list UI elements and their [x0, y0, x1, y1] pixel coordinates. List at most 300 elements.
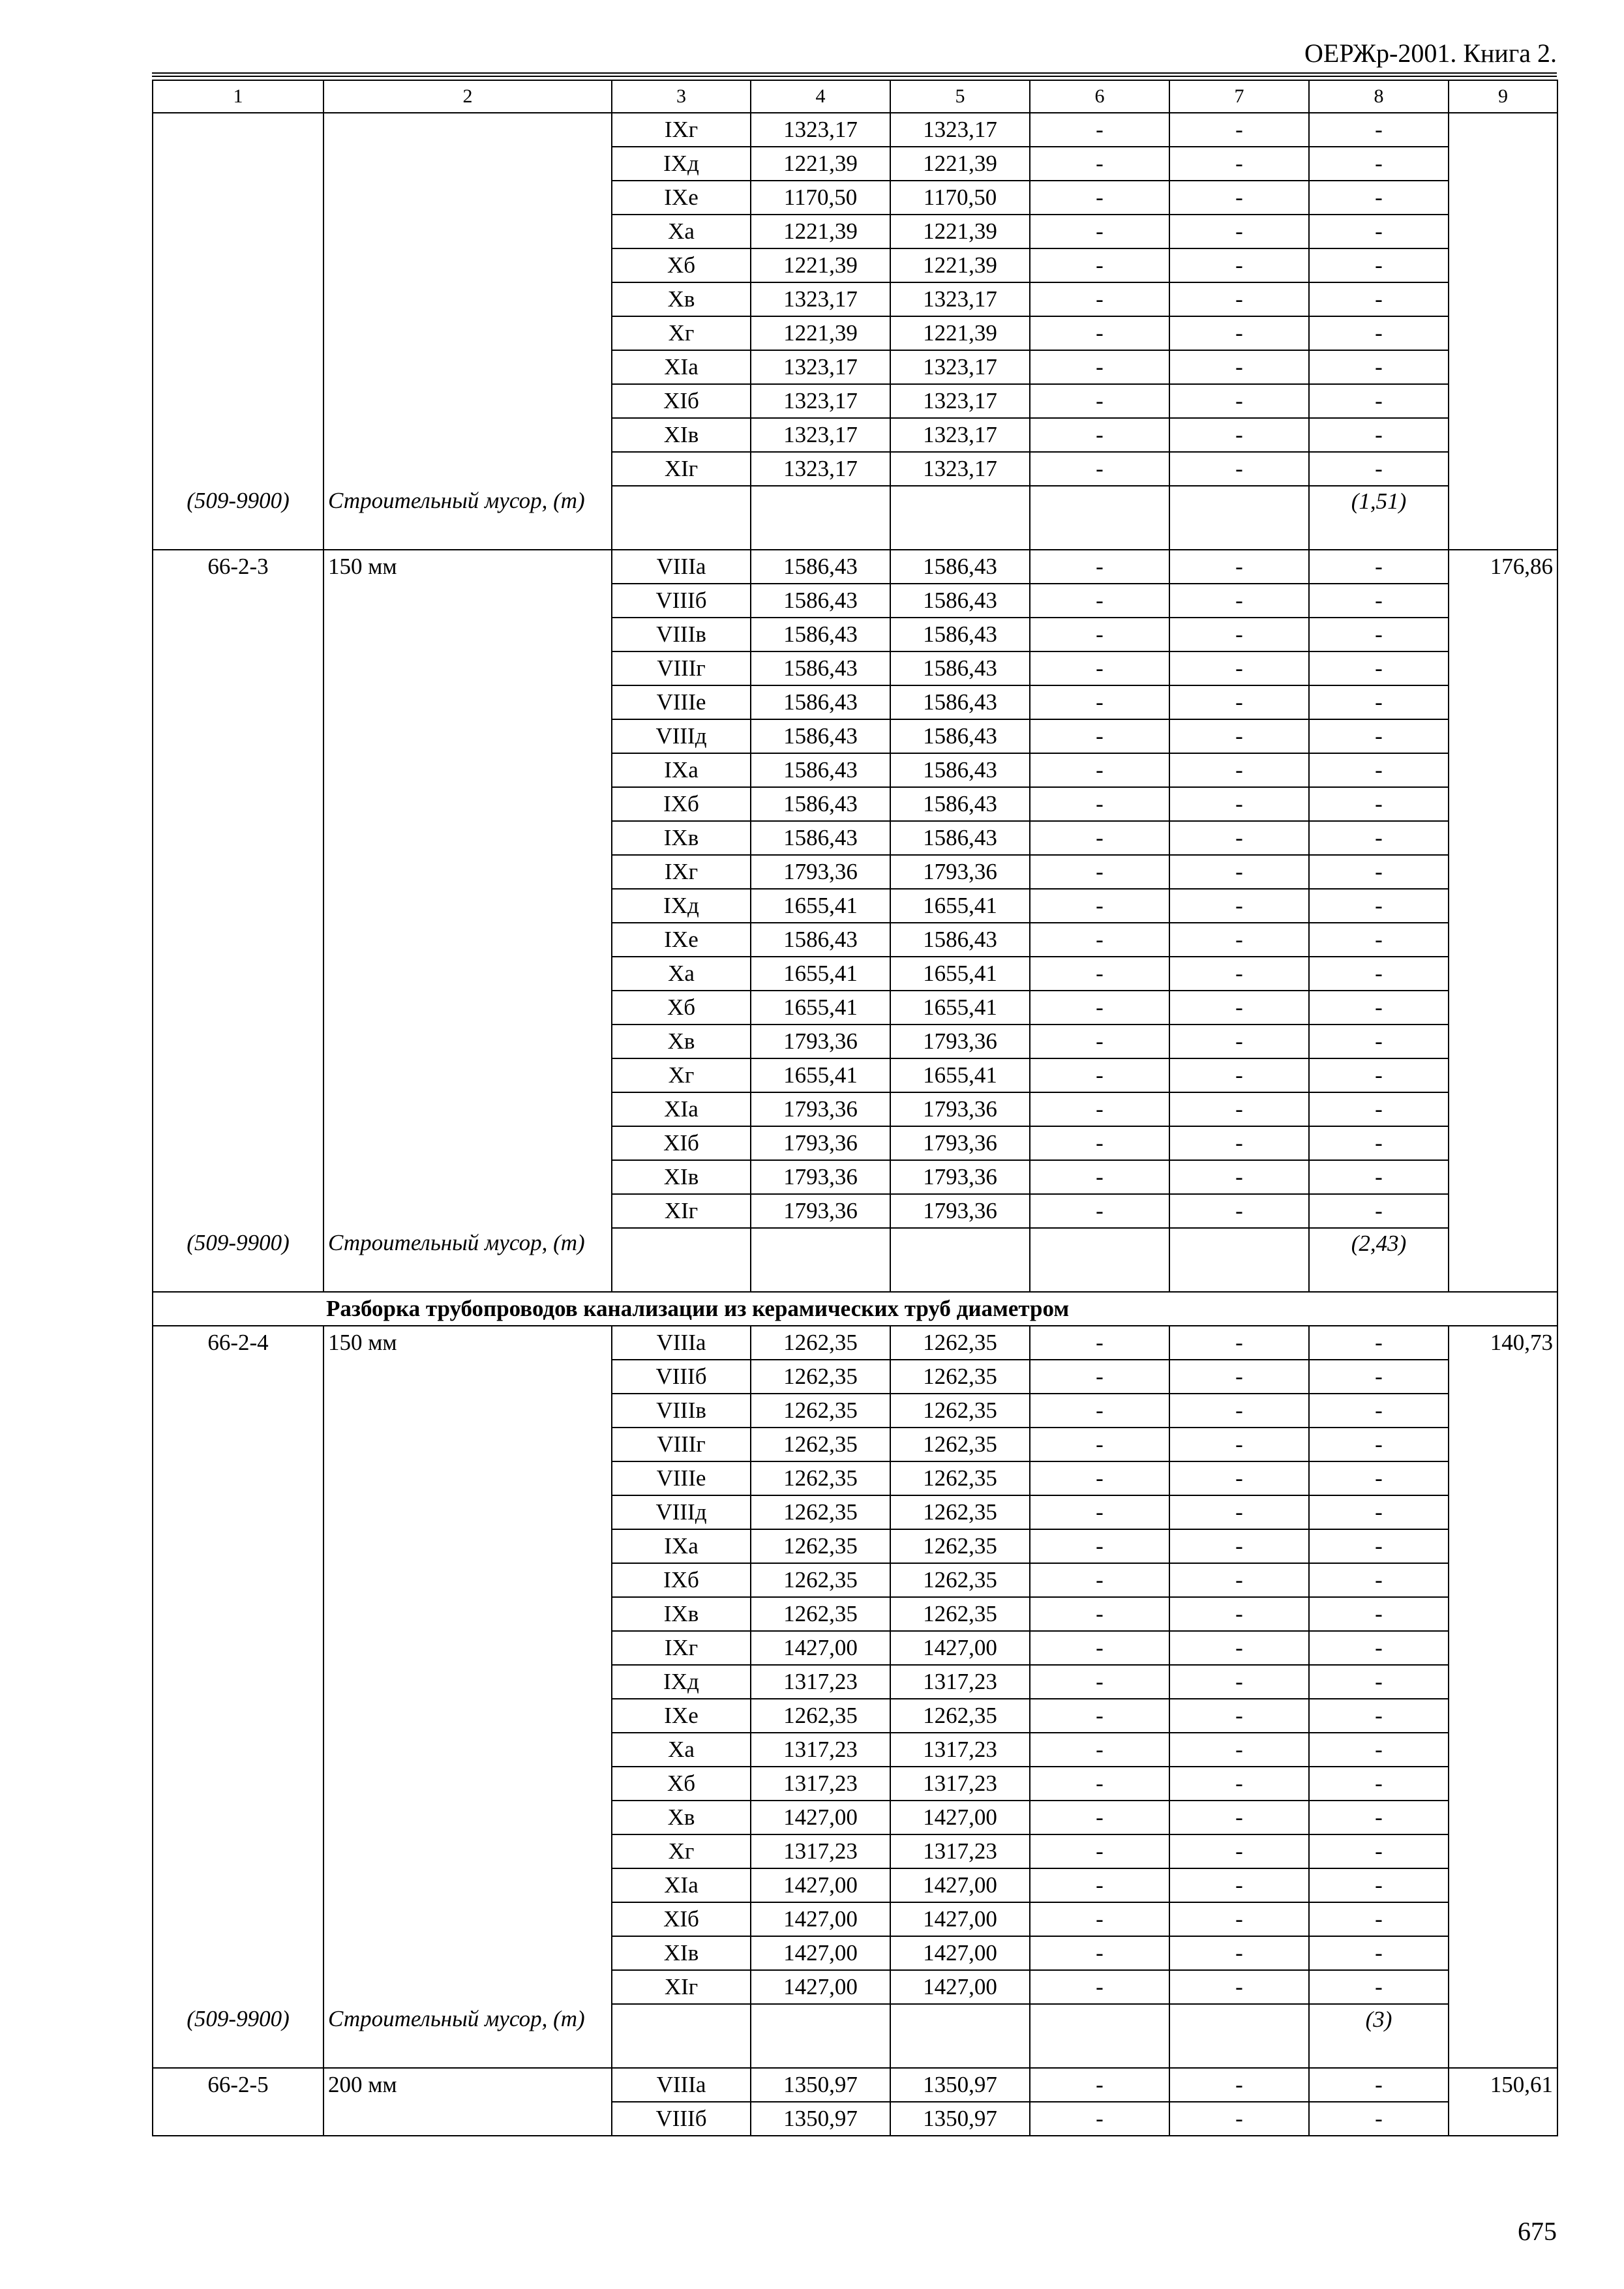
table-row	[153, 350, 1557, 384]
table-row	[153, 1160, 1557, 1194]
value-cell: -	[1030, 1563, 1169, 1597]
value-cell: 1427,00	[890, 1902, 1030, 1936]
value-cell: 1586,43	[751, 584, 890, 618]
value-cell: 1655,41	[890, 1058, 1030, 1092]
zone-cell: VIIIв	[612, 1394, 751, 1428]
value-cell: 1427,00	[890, 1868, 1030, 1902]
work-name-cell	[323, 452, 612, 486]
table-row	[153, 418, 1557, 452]
value-cell: 1586,43	[890, 821, 1030, 855]
work-name-cell	[323, 923, 612, 957]
total-cell	[1449, 418, 1557, 452]
value-cell: 1586,43	[890, 753, 1030, 787]
value-cell: 1221,39	[890, 215, 1030, 248]
value-cell: -	[1309, 1428, 1449, 1461]
total-cell	[1449, 215, 1557, 248]
table-row	[153, 753, 1557, 787]
norm-code-cell	[153, 1428, 323, 1461]
value-cell: 1262,35	[890, 1529, 1030, 1563]
norm-code-cell	[153, 282, 323, 316]
value-cell: -	[1030, 1529, 1169, 1563]
value-cell: 1586,43	[751, 719, 890, 753]
value-cell: -	[1309, 1326, 1449, 1360]
table-row	[153, 685, 1557, 719]
value-cell: -	[1030, 1767, 1169, 1801]
table-row	[153, 1394, 1557, 1428]
value-cell: -	[1169, 584, 1309, 618]
value-cell: -	[1030, 889, 1169, 923]
norm-code-cell	[153, 1025, 323, 1058]
total-cell	[1449, 1597, 1557, 1631]
column-number-cell: 6	[1030, 80, 1169, 113]
zone-cell: VIIIа	[612, 2068, 751, 2102]
value-cell: -	[1309, 2068, 1449, 2102]
total-cell	[1449, 316, 1557, 350]
norm-code-cell: 66-2-4	[153, 1326, 323, 1360]
value-cell: 1427,00	[751, 1936, 890, 1970]
total-cell	[1449, 1665, 1557, 1699]
total-cell	[1449, 1834, 1557, 1868]
value-cell: 1317,23	[890, 1834, 1030, 1868]
total-cell	[1449, 1160, 1557, 1194]
total-cell	[1449, 1529, 1557, 1563]
empty-cell	[751, 2004, 890, 2068]
value-cell: -	[1030, 1970, 1169, 2004]
total-cell	[1449, 1563, 1557, 1597]
value-cell: 1427,00	[890, 1631, 1030, 1665]
value-cell: -	[1030, 618, 1169, 651]
total-cell	[1449, 1970, 1557, 2004]
total-cell	[1449, 1461, 1557, 1495]
work-name-cell	[323, 147, 612, 181]
value-cell: 1170,50	[890, 181, 1030, 215]
value-cell: -	[1030, 1428, 1169, 1461]
empty-cell	[1030, 2004, 1169, 2068]
column-number-cell: 2	[323, 80, 612, 113]
zone-cell: XIг	[612, 452, 751, 486]
norm-code-cell	[153, 753, 323, 787]
value-cell: -	[1030, 1360, 1169, 1394]
waste-name-cell: Строительный мусор, (т)	[323, 2004, 612, 2068]
value-cell: -	[1309, 1597, 1449, 1631]
value-cell: -	[1030, 2068, 1169, 2102]
value-cell: -	[1169, 1126, 1309, 1160]
value-cell: 1586,43	[890, 550, 1030, 584]
value-cell: -	[1169, 1394, 1309, 1428]
total-cell	[1449, 787, 1557, 821]
norm-code-cell	[153, 1868, 323, 1902]
work-name-cell	[323, 1428, 612, 1461]
work-name-cell	[323, 1801, 612, 1834]
value-cell: 1586,43	[751, 787, 890, 821]
zone-cell: XIв	[612, 1936, 751, 1970]
value-cell: 1262,35	[890, 1699, 1030, 1733]
value-cell: -	[1030, 550, 1169, 584]
work-name-cell	[323, 1461, 612, 1495]
value-cell: -	[1169, 991, 1309, 1025]
value-cell: 1262,35	[890, 1597, 1030, 1631]
work-name-cell	[323, 1495, 612, 1529]
value-cell: -	[1309, 991, 1449, 1025]
zone-cell: IXг	[612, 113, 751, 147]
total-cell	[1449, 1733, 1557, 1767]
work-name-cell	[323, 855, 612, 889]
value-cell: -	[1309, 685, 1449, 719]
value-cell: -	[1169, 719, 1309, 753]
value-cell: -	[1309, 1394, 1449, 1428]
work-name-cell	[323, 113, 612, 147]
empty-cell	[751, 1228, 890, 1292]
total-cell	[1449, 1936, 1557, 1970]
norm-code-cell	[153, 1834, 323, 1868]
page-number: 675	[1518, 2217, 1557, 2246]
value-cell: -	[1169, 1767, 1309, 1801]
value-cell: 1323,17	[890, 418, 1030, 452]
value-cell: -	[1309, 316, 1449, 350]
work-name-cell	[323, 215, 612, 248]
value-cell: -	[1030, 282, 1169, 316]
value-cell: 1262,35	[890, 1428, 1030, 1461]
table-row	[153, 2102, 1557, 2136]
zone-cell: Xг	[612, 1834, 751, 1868]
total-cell	[1449, 1092, 1557, 1126]
value-cell: 1317,23	[890, 1733, 1030, 1767]
table-row	[153, 147, 1557, 181]
zone-cell: Xа	[612, 215, 751, 248]
work-name-cell	[323, 1902, 612, 1936]
empty-cell	[1169, 486, 1309, 550]
value-cell: -	[1030, 923, 1169, 957]
norm-code-cell	[153, 1529, 323, 1563]
table-row	[153, 787, 1557, 821]
value-cell: -	[1030, 1902, 1169, 1936]
value-cell: -	[1030, 181, 1169, 215]
total-cell	[1449, 1801, 1557, 1834]
norm-code-cell	[153, 855, 323, 889]
zone-cell: Xб	[612, 991, 751, 1025]
column-number-cell: 8	[1309, 80, 1449, 113]
zone-cell: IXг	[612, 855, 751, 889]
value-cell: -	[1309, 215, 1449, 248]
value-cell: -	[1309, 821, 1449, 855]
value-cell: -	[1030, 1631, 1169, 1665]
norm-code-cell	[153, 923, 323, 957]
table-row	[153, 618, 1557, 651]
value-cell: -	[1030, 1868, 1169, 1902]
section-heading: Разборка трубопроводов канализации из керамических труб диаметром	[153, 1292, 1557, 1326]
zone-cell: VIIIг	[612, 651, 751, 685]
norm-code-cell	[153, 1058, 323, 1092]
value-cell: -	[1030, 452, 1169, 486]
norm-code-cell	[153, 1360, 323, 1394]
norm-code-cell	[153, 1597, 323, 1631]
zone-cell: XIг	[612, 1970, 751, 2004]
table-row	[153, 2068, 1557, 2102]
value-cell: 1317,23	[890, 1665, 1030, 1699]
work-name-cell	[323, 1936, 612, 1970]
value-cell: -	[1169, 1563, 1309, 1597]
value-cell: -	[1169, 215, 1309, 248]
table-row	[153, 719, 1557, 753]
value-cell: -	[1309, 618, 1449, 651]
value-cell: -	[1309, 1733, 1449, 1767]
waste-value-cell: (2,43)	[1309, 1228, 1449, 1292]
value-cell: 1262,35	[890, 1495, 1030, 1529]
value-cell: -	[1309, 1126, 1449, 1160]
value-cell: -	[1169, 1092, 1309, 1126]
work-name-cell	[323, 2102, 612, 2136]
total-cell	[1449, 753, 1557, 787]
column-number-row	[153, 80, 1557, 113]
work-name-cell: 150 мм	[323, 550, 612, 584]
zone-cell: IXд	[612, 147, 751, 181]
zone-cell: Xб	[612, 248, 751, 282]
value-cell: -	[1309, 889, 1449, 923]
zone-cell: VIIIб	[612, 584, 751, 618]
total-cell	[1449, 113, 1557, 147]
value-cell: 1221,39	[890, 316, 1030, 350]
value-cell: -	[1169, 1665, 1309, 1699]
norm-code-cell	[153, 1733, 323, 1767]
norm-code-cell	[153, 685, 323, 719]
value-cell: -	[1030, 821, 1169, 855]
total-cell	[1449, 181, 1557, 215]
value-cell: -	[1169, 651, 1309, 685]
work-name-cell	[323, 1126, 612, 1160]
zone-cell: XIб	[612, 1126, 751, 1160]
zone-cell: IXг	[612, 1631, 751, 1665]
table-row	[153, 1699, 1557, 1733]
value-cell: -	[1030, 113, 1169, 147]
norm-code-cell	[153, 418, 323, 452]
value-cell: -	[1169, 1902, 1309, 1936]
work-name-cell	[323, 1597, 612, 1631]
total-cell	[1449, 991, 1557, 1025]
value-cell: -	[1169, 2102, 1309, 2136]
value-cell: -	[1309, 147, 1449, 181]
table-row	[153, 1360, 1557, 1394]
total-cell	[1449, 618, 1557, 651]
waste-name-cell: Строительный мусор, (т)	[323, 1228, 612, 1292]
value-cell: -	[1169, 181, 1309, 215]
total-cell	[1449, 1699, 1557, 1733]
value-cell: -	[1030, 991, 1169, 1025]
value-cell: 1317,23	[751, 1665, 890, 1699]
value-cell: -	[1169, 1360, 1309, 1394]
total-cell	[1449, 1058, 1557, 1092]
value-cell: -	[1030, 1160, 1169, 1194]
value-cell: 1323,17	[751, 350, 890, 384]
table-row	[153, 452, 1557, 486]
value-cell: -	[1309, 384, 1449, 418]
value-cell: -	[1309, 719, 1449, 753]
value-cell: -	[1030, 1025, 1169, 1058]
table-row	[153, 923, 1557, 957]
value-cell: -	[1309, 1665, 1449, 1699]
value-cell: 1262,35	[890, 1461, 1030, 1495]
waste-row	[153, 2004, 1557, 2068]
value-cell: 1262,35	[751, 1326, 890, 1360]
table-row	[153, 991, 1557, 1025]
waste-row	[153, 1228, 1557, 1292]
work-name-cell	[323, 957, 612, 991]
empty-cell	[1030, 486, 1169, 550]
table-row	[153, 889, 1557, 923]
zone-cell: IXб	[612, 1563, 751, 1597]
value-cell: -	[1030, 719, 1169, 753]
empty-cell	[1169, 1228, 1309, 1292]
table-row	[153, 1529, 1557, 1563]
zone-cell: IXе	[612, 923, 751, 957]
empty-cell	[890, 1228, 1030, 1292]
value-cell: -	[1309, 584, 1449, 618]
table-row	[153, 957, 1557, 991]
zone-cell: VIIIд	[612, 719, 751, 753]
value-cell: -	[1309, 452, 1449, 486]
total-cell	[1449, 651, 1557, 685]
work-name-cell	[323, 181, 612, 215]
table-row	[153, 384, 1557, 418]
zone-cell: IXб	[612, 787, 751, 821]
value-cell: 1350,97	[890, 2102, 1030, 2136]
value-cell: 1427,00	[890, 1970, 1030, 2004]
value-cell: 1793,36	[890, 1126, 1030, 1160]
zone-cell: VIIIе	[612, 1461, 751, 1495]
empty-cell	[890, 2004, 1030, 2068]
value-cell: -	[1169, 923, 1309, 957]
section-heading-row	[153, 1292, 1557, 1326]
norm-code-cell	[153, 1126, 323, 1160]
zone-cell: XIг	[612, 1194, 751, 1228]
value-cell: 1586,43	[751, 923, 890, 957]
table-row	[153, 1597, 1557, 1631]
table-row	[153, 1495, 1557, 1529]
zone-cell: IXв	[612, 821, 751, 855]
table-row	[153, 181, 1557, 215]
table-row	[153, 1058, 1557, 1092]
value-cell: -	[1030, 685, 1169, 719]
value-cell: 1221,39	[890, 147, 1030, 181]
norm-code-cell	[153, 1902, 323, 1936]
table-row	[153, 113, 1557, 147]
value-cell: 1427,00	[751, 1868, 890, 1902]
value-cell: 1262,35	[751, 1529, 890, 1563]
value-cell: -	[1169, 2068, 1309, 2102]
value-cell: 1793,36	[890, 1092, 1030, 1126]
value-cell: 1323,17	[751, 384, 890, 418]
value-cell: -	[1169, 1801, 1309, 1834]
total-cell	[1449, 1868, 1557, 1902]
value-cell: -	[1030, 2102, 1169, 2136]
value-cell: -	[1030, 215, 1169, 248]
value-cell: -	[1169, 1461, 1309, 1495]
value-cell: 1262,35	[890, 1394, 1030, 1428]
value-cell: -	[1169, 1631, 1309, 1665]
work-name-cell	[323, 991, 612, 1025]
value-cell: -	[1030, 1394, 1169, 1428]
norm-code-cell	[153, 1699, 323, 1733]
work-name-cell	[323, 1360, 612, 1394]
value-cell: 1323,17	[890, 113, 1030, 147]
table-row	[153, 1563, 1557, 1597]
value-cell: -	[1030, 584, 1169, 618]
zone-cell: Xв	[612, 282, 751, 316]
table-row	[153, 1767, 1557, 1801]
value-cell: -	[1030, 384, 1169, 418]
value-cell: -	[1309, 1936, 1449, 1970]
norm-code-cell	[153, 113, 323, 147]
value-cell: 1793,36	[751, 1194, 890, 1228]
value-cell: -	[1309, 1767, 1449, 1801]
value-cell: 1221,39	[751, 147, 890, 181]
value-cell: -	[1169, 1025, 1309, 1058]
work-name-cell	[323, 1733, 612, 1767]
value-cell: 1262,35	[751, 1428, 890, 1461]
value-cell: -	[1169, 1699, 1309, 1733]
total-cell	[1449, 923, 1557, 957]
value-cell: 1323,17	[890, 384, 1030, 418]
value-cell: 1262,35	[751, 1597, 890, 1631]
total-cell	[1449, 1360, 1557, 1394]
work-name-cell	[323, 350, 612, 384]
value-cell: 1655,41	[751, 991, 890, 1025]
value-cell: 1221,39	[751, 215, 890, 248]
value-cell: 1793,36	[890, 855, 1030, 889]
value-cell: 1221,39	[890, 248, 1030, 282]
value-cell: 1793,36	[890, 1194, 1030, 1228]
norm-code-cell	[153, 181, 323, 215]
total-cell	[1449, 282, 1557, 316]
value-cell: 1170,50	[751, 181, 890, 215]
value-cell: -	[1309, 855, 1449, 889]
column-number-cell: 3	[612, 80, 751, 113]
value-cell: -	[1169, 147, 1309, 181]
value-cell: 1323,17	[751, 282, 890, 316]
work-name-cell	[323, 418, 612, 452]
value-cell: -	[1309, 1970, 1449, 2004]
value-cell: -	[1309, 1868, 1449, 1902]
value-cell: -	[1030, 1936, 1169, 1970]
empty-cell	[1449, 1228, 1557, 1292]
value-cell: 1323,17	[890, 282, 1030, 316]
table-row	[153, 215, 1557, 248]
value-cell: -	[1030, 787, 1169, 821]
norm-code-cell	[153, 787, 323, 821]
waste-value-cell: (1,51)	[1309, 486, 1449, 550]
total-cell: 150,61	[1449, 2068, 1557, 2102]
value-cell: -	[1030, 1058, 1169, 1092]
norm-code-cell	[153, 1495, 323, 1529]
value-cell: 1793,36	[890, 1025, 1030, 1058]
work-name-cell	[323, 248, 612, 282]
norm-code-cell	[153, 1936, 323, 1970]
value-cell: 1427,00	[751, 1801, 890, 1834]
value-cell: -	[1309, 181, 1449, 215]
empty-cell	[1449, 486, 1557, 550]
value-cell: -	[1030, 248, 1169, 282]
table-row	[153, 1126, 1557, 1160]
value-cell: 1586,43	[751, 550, 890, 584]
table-row	[153, 316, 1557, 350]
work-name-cell	[323, 1058, 612, 1092]
value-cell: -	[1169, 1160, 1309, 1194]
value-cell: -	[1309, 2102, 1449, 2136]
work-name-cell: 150 мм	[323, 1326, 612, 1360]
value-cell: -	[1169, 1529, 1309, 1563]
zone-cell: VIIIг	[612, 1428, 751, 1461]
empty-cell	[1030, 1228, 1169, 1292]
value-cell: -	[1030, 1801, 1169, 1834]
